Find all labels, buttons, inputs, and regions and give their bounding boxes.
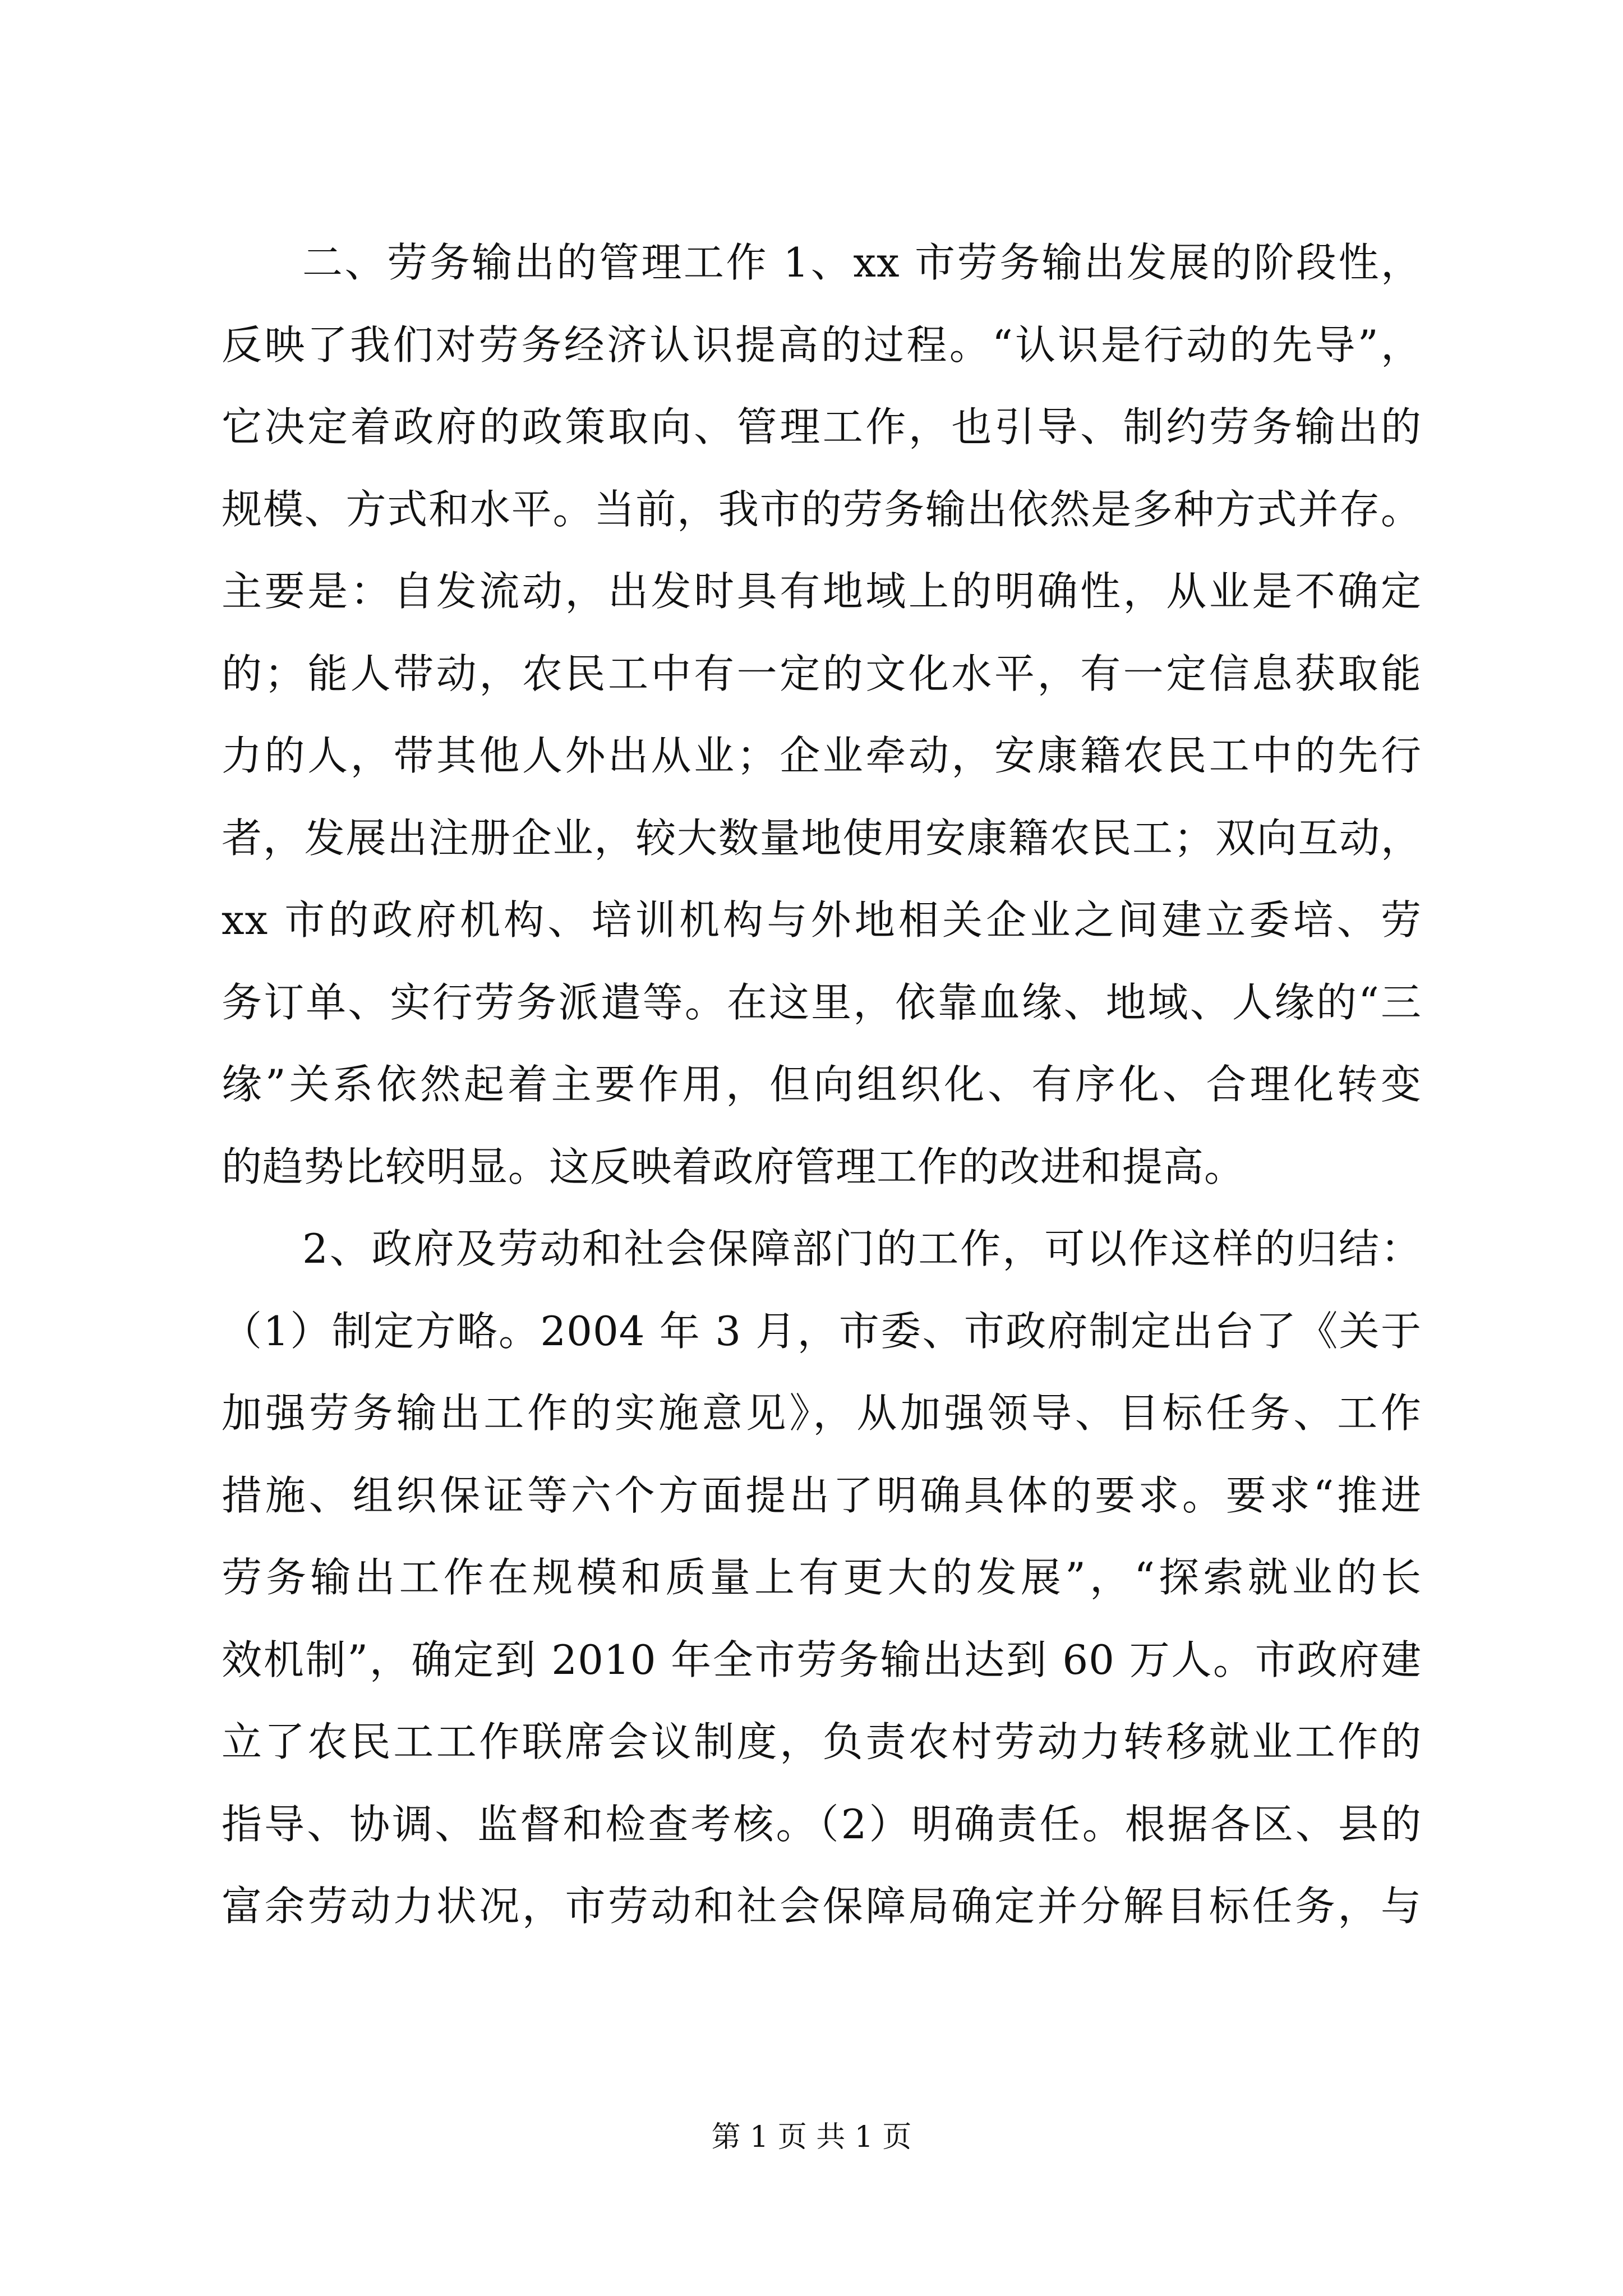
text-line: 主要是：自发流动，出发时具有地域上的明确性，从业是不确定 bbox=[222, 568, 1422, 615]
page-footer bbox=[0, 2118, 1623, 2157]
body-text bbox=[222, 222, 1422, 1948]
text-line: 的；能人带动，农民工中有一定的文化水平，有一定信息获取能 bbox=[222, 650, 1422, 697]
text-line: 指导、协调、监督和检查考核。（2）明确责任。根据各区、县的 bbox=[222, 1800, 1422, 1848]
page-number: 第 1 页 共 1 页 bbox=[711, 2120, 912, 2154]
text-line: 者，发展出注册企业，较大数量地使用安康籍农民工；双向互动， bbox=[222, 814, 1422, 862]
text-line: （1）制定方略。2004 年 3 月，市委、市政府制定出台了《关于 bbox=[222, 1307, 1422, 1355]
text-line: 2、政府及劳动和社会保障部门的工作，可以作这样的归结： bbox=[302, 1225, 1422, 1272]
text-line: 劳务输出工作在规模和质量上有更大的发展”，“探索就业的长 bbox=[222, 1554, 1422, 1601]
text-line: 富余劳动力状况，市劳动和社会保障局确定并分解目标任务，与 bbox=[222, 1883, 1422, 1930]
text-line: 反映了我们对劳务经济认识提高的过程。“认识是行动的先导”， bbox=[222, 321, 1422, 369]
text-line: 力的人，带其他人外出从业；企业牵动，安康籍农民工中的先行 bbox=[222, 732, 1422, 779]
text-line: 措施、组织保证等六个方面提出了明确具体的要求。要求“推进 bbox=[222, 1471, 1422, 1519]
text-line: 效机制”，确定到 2010 年全市劳务输出达到 60 万人。市政府建 bbox=[222, 1636, 1422, 1683]
text-line: xx 市的政府机构、培训机构与外地相关企业之间建立委培、劳 bbox=[222, 896, 1422, 944]
text-line: 缘”关系依然起着主要作用，但向组织化、有序化、合理化转变 bbox=[222, 1061, 1422, 1108]
text-line: 规模、方式和水平。当前，我市的劳务输出依然是多种方式并存。 bbox=[222, 485, 1422, 533]
text-line: 它决定着政府的政策取向、管理工作，也引导、制约劳务输出的 bbox=[222, 403, 1422, 450]
text-line: 务订单、实行劳务派遣等。在这里，依靠血缘、地域、人缘的“三 bbox=[222, 978, 1422, 1026]
text-line: 加强劳务输出工作的实施意见》，从加强领导、目标任务、工作 bbox=[222, 1389, 1422, 1437]
text-line: 立了农民工工作联席会议制度，负责农村劳动力转移就业工作的 bbox=[222, 1718, 1422, 1765]
text-line: 的趋势比较明显。这反映着政府管理工作的改进和提高。 bbox=[222, 1143, 1246, 1190]
text-line: 二、劳务输出的管理工作 1、xx 市劳务输出发展的阶段性， bbox=[302, 239, 1422, 286]
